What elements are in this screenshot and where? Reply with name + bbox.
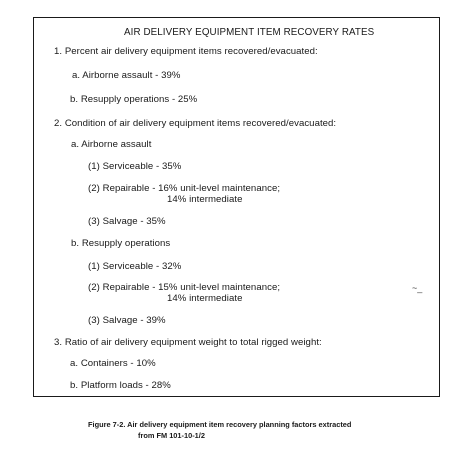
section1-item-b: b. Resupply operations - 25% bbox=[70, 94, 198, 105]
section2-b-repairable-line2: 14% intermediate bbox=[167, 293, 243, 304]
section2-a-repairable-line1: (2) Repairable - 16% unit-level maintenance; bbox=[88, 183, 281, 194]
section2-a-serviceable: (1) Serviceable - 35% bbox=[88, 161, 182, 172]
section2-group-b-label: b. Resupply operations bbox=[71, 238, 171, 249]
section3-item-a: a. Containers - 10% bbox=[70, 358, 156, 369]
section1-heading: 1. Percent air delivery equipment items recovered/evacuated: bbox=[54, 46, 318, 57]
section1-item-a: a. Airborne assault - 39% bbox=[72, 70, 181, 81]
section2-a-repairable-line2: 14% intermediate bbox=[167, 194, 243, 205]
figure-caption-line2: from FM 101-10-1/2 bbox=[138, 431, 205, 440]
section2-heading: 2. Condition of air delivery equipment items recovered/evacuated: bbox=[54, 118, 337, 129]
stray-mark: ~_ bbox=[412, 283, 423, 293]
section2-b-serviceable: (1) Serviceable - 32% bbox=[88, 261, 182, 272]
figure-caption-line1: Figure 7-2. Air delivery equipment item recovery planning factors extracted bbox=[88, 420, 352, 429]
figure-title: AIR DELIVERY EQUIPMENT ITEM RECOVERY RATES bbox=[124, 27, 375, 38]
section2-b-repairable-line1: (2) Repairable - 15% unit-level maintenance; bbox=[88, 282, 281, 293]
section2-b-salvage: (3) Salvage - 39% bbox=[88, 315, 166, 326]
section2-group-a-label: a. Airborne assault bbox=[71, 139, 152, 150]
section3-heading: 3. Ratio of air delivery equipment weight to total rigged weight: bbox=[54, 337, 322, 348]
section3-item-b: b. Platform loads - 28% bbox=[70, 380, 171, 391]
section2-a-salvage: (3) Salvage - 35% bbox=[88, 216, 166, 227]
